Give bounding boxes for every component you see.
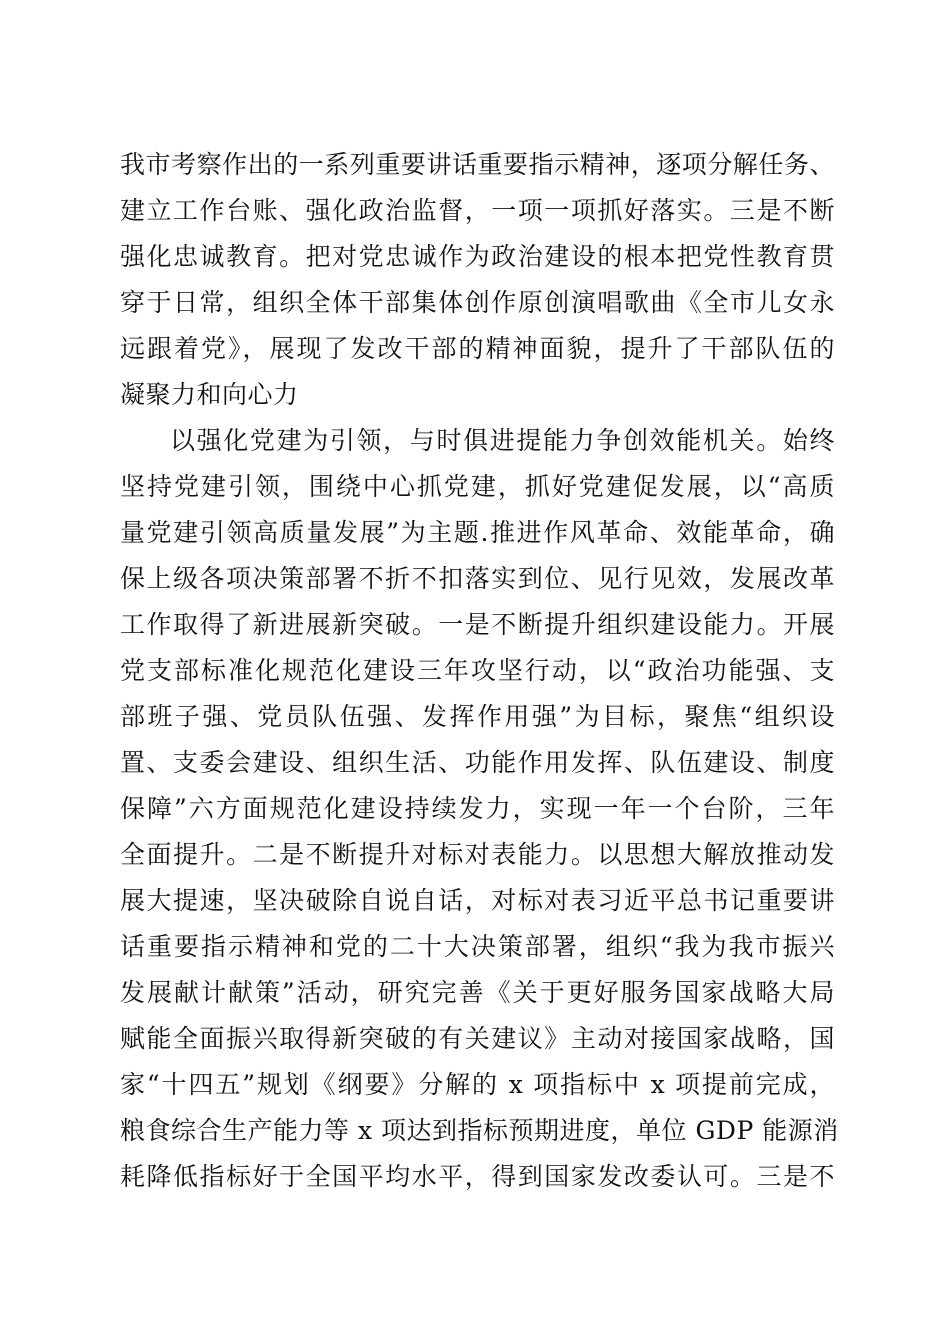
paragraph-first-line: 以强化党建为引领，与时俱进提能力争创效能机关。始终: [170, 426, 835, 455]
text-line: 凝聚力和向心力: [120, 380, 299, 409]
text-line: 部班子强、党员队伍强、发挥作用强”为目标，聚焦“组织设: [120, 702, 835, 731]
text-line: 全面提升。二是不断提升对标对表能力。以思想大解放推动发: [120, 840, 835, 869]
text-line: 远跟着党》，展现了发改干部的精神面貌，提升了干部队伍的: [120, 334, 835, 363]
text-line: 保障”六方面规范化建设持续发力，实现一年一个台阶，三年: [120, 794, 835, 823]
text-line: 坚持党建引领，围绕中心抓党建，抓好党建促发展，以“高质: [120, 472, 835, 501]
text-line: 话重要指示精神和党的二十大决策部署，组织“我为我市振兴: [120, 932, 835, 961]
text-line: 穿于日常，组织全体干部集体创作原创演唱歌曲《全市儿女永: [120, 288, 835, 317]
text-line: 党支部标准化规范化建设三年攻坚行动，以“政治功能强、支: [120, 656, 835, 685]
text-line: 赋能全面振兴取得新突破的有关建议》主动对接国家战略，国: [120, 1024, 835, 1053]
text-line: 工作取得了新进展新突破。一是不断提升组织建设能力。开展: [120, 610, 835, 639]
text-line: 家“十四五”规划《纲要》分解的 x 项指标中 x 项提前完成，: [120, 1070, 835, 1099]
text-line: 保上级各项决策部署不折不扣落实到位、见行见效，发展改革: [120, 564, 835, 593]
text-line: 发展献计献策”活动，研究完善《关于更好服务国家战略大局: [120, 978, 835, 1007]
text-line: 我市考察作出的一系列重要讲话重要指示精神，逐项分解任务、: [120, 150, 835, 179]
text-line: 粮食综合生产能力等 x 项达到指标预期进度，单位 GDP 能源消: [120, 1116, 839, 1145]
text-line: 耗降低指标好于全国平均水平，得到国家发改委认可。三是不: [120, 1162, 835, 1191]
text-line: 建立工作台账、强化政治监督，一项一项抓好落实。三是不断: [120, 196, 835, 225]
text-line: 强化忠诚教育。把对党忠诚作为政治建设的根本把党性教育贯: [120, 242, 835, 271]
text-line: 置、支委会建设、组织生活、功能作用发挥、队伍建设、制度: [120, 748, 835, 777]
text-line: 量党建引领高质量发展”为主题.推进作风革命、效能革命，确: [120, 518, 835, 547]
text-line: 展大提速，坚决破除自说自话，对标对表习近平总书记重要讲: [120, 886, 835, 915]
